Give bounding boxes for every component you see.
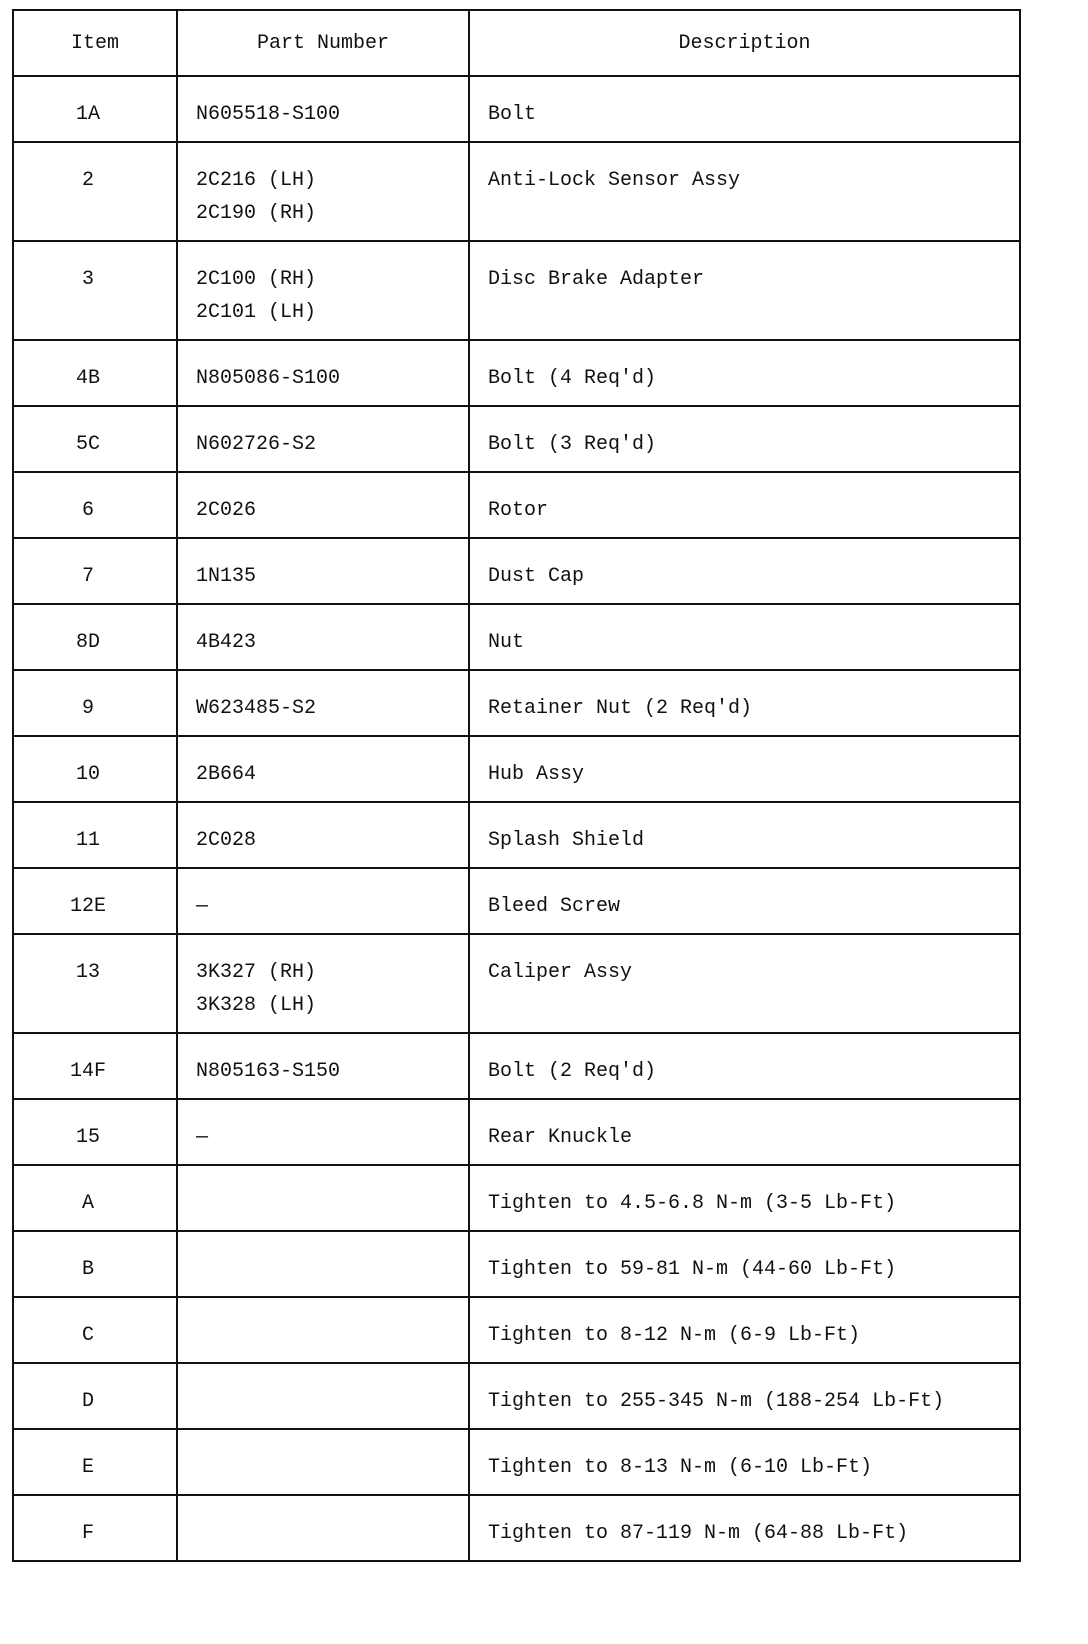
table-row bbox=[13, 340, 1020, 406]
description-cell bbox=[469, 241, 1020, 340]
description-cell bbox=[469, 1495, 1020, 1561]
table-row bbox=[13, 1495, 1020, 1561]
description-cell bbox=[469, 76, 1020, 142]
part-number-cell-text bbox=[178, 1232, 468, 1253]
table-row bbox=[13, 1231, 1020, 1297]
part-number-cell-text: N602726-S2 bbox=[196, 433, 317, 456]
item-cell-text: 8D bbox=[75, 631, 100, 654]
description-cell bbox=[469, 1363, 1020, 1429]
description-cell bbox=[469, 142, 1020, 241]
description-cell-text: Tighten to 8-12 N-m (6-9 Lb-Ft) bbox=[488, 1324, 861, 1347]
item-cell bbox=[13, 76, 177, 142]
description-cell-text: Splash Shield bbox=[488, 829, 645, 852]
part-number-cell bbox=[177, 538, 469, 604]
item-cell-text: 10 bbox=[75, 763, 100, 786]
item-cell bbox=[13, 142, 177, 241]
description-cell-text: Bleed Screw bbox=[488, 895, 621, 918]
description-cell-text: Tighten to 4.5-6.8 N-m (3-5 Lb-Ft) bbox=[488, 1192, 897, 1215]
item-cell bbox=[13, 538, 177, 604]
table-row bbox=[13, 1033, 1020, 1099]
item-cell bbox=[13, 736, 177, 802]
item-cell bbox=[13, 802, 177, 868]
part-number-cell-text: 2C100 (RH) 2C101 (LH) bbox=[196, 268, 317, 324]
part-number-cell bbox=[177, 241, 469, 340]
table-row bbox=[13, 1363, 1020, 1429]
item-cell bbox=[13, 868, 177, 934]
table-row bbox=[13, 1165, 1020, 1231]
description-cell bbox=[469, 1429, 1020, 1495]
description-cell bbox=[469, 1297, 1020, 1363]
part-number-cell-text bbox=[178, 1430, 468, 1451]
part-number-cell bbox=[177, 604, 469, 670]
item-cell-text: 1A bbox=[75, 103, 100, 126]
table-row bbox=[13, 538, 1020, 604]
part-number-cell bbox=[177, 472, 469, 538]
description-cell-text: Nut bbox=[488, 631, 525, 654]
table-row bbox=[13, 1297, 1020, 1363]
table-row bbox=[13, 1099, 1020, 1165]
description-cell bbox=[469, 934, 1020, 1033]
description-cell-text: Rotor bbox=[488, 499, 549, 522]
item-cell bbox=[13, 406, 177, 472]
part-number-cell-text: 1N135 bbox=[196, 565, 257, 588]
part-number-cell-text: N605518-S100 bbox=[196, 103, 341, 126]
item-cell-text: C bbox=[81, 1324, 94, 1347]
part-number-cell bbox=[177, 934, 469, 1033]
table-row bbox=[13, 1429, 1020, 1495]
description-cell-text: Bolt bbox=[488, 103, 537, 126]
table-row bbox=[13, 76, 1020, 142]
item-cell-text: 13 bbox=[75, 961, 100, 984]
part-number-cell-text: 4B423 bbox=[196, 631, 257, 654]
item-cell bbox=[13, 1165, 177, 1231]
part-number-cell bbox=[177, 802, 469, 868]
description-cell bbox=[469, 868, 1020, 934]
item-cell bbox=[13, 604, 177, 670]
description-cell bbox=[469, 1033, 1020, 1099]
part-number-cell-text: 2C026 bbox=[196, 499, 257, 522]
part-number-cell bbox=[177, 1165, 469, 1231]
item-cell-text: 6 bbox=[81, 499, 94, 522]
table-row bbox=[13, 934, 1020, 1033]
part-number-cell bbox=[177, 406, 469, 472]
description-cell bbox=[469, 538, 1020, 604]
item-cell-text: 9 bbox=[81, 697, 94, 720]
table-row bbox=[13, 670, 1020, 736]
item-cell-text: E bbox=[81, 1456, 94, 1479]
table-row bbox=[13, 604, 1020, 670]
description-cell bbox=[469, 670, 1020, 736]
part-number-cell bbox=[177, 1297, 469, 1363]
part-number-cell-text bbox=[178, 1166, 468, 1187]
description-cell bbox=[469, 604, 1020, 670]
part-number-cell bbox=[177, 1429, 469, 1495]
description-cell-text: Bolt (3 Req'd) bbox=[488, 433, 657, 456]
item-cell bbox=[13, 670, 177, 736]
description-cell-text: Rear Knuckle bbox=[488, 1126, 633, 1149]
table-row bbox=[13, 241, 1020, 340]
part-number-cell-text: N805163-S150 bbox=[196, 1060, 341, 1083]
part-number-cell-text bbox=[178, 1496, 468, 1517]
column-header-item: Item bbox=[13, 10, 177, 76]
part-number-cell bbox=[177, 76, 469, 142]
item-cell-text: F bbox=[81, 1522, 94, 1545]
description-cell bbox=[469, 472, 1020, 538]
part-number-cell-text: 3K327 (RH) 3K328 (LH) bbox=[196, 961, 317, 1017]
item-cell bbox=[13, 1297, 177, 1363]
item-cell bbox=[13, 934, 177, 1033]
part-number-cell-text: 2C028 bbox=[196, 829, 257, 852]
column-header-part-number: Part Number bbox=[177, 10, 469, 76]
table-row bbox=[13, 472, 1020, 538]
description-cell-text: Hub Assy bbox=[488, 763, 585, 786]
item-cell bbox=[13, 1099, 177, 1165]
part-number-cell bbox=[177, 340, 469, 406]
item-cell bbox=[13, 1495, 177, 1561]
description-cell bbox=[469, 1099, 1020, 1165]
description-cell-text: Tighten to 255-345 N-m (188-254 Lb-Ft) bbox=[488, 1390, 945, 1413]
part-number-cell-text: — bbox=[196, 1126, 209, 1149]
item-cell-text: 7 bbox=[81, 565, 94, 588]
part-number-cell bbox=[177, 1495, 469, 1561]
part-number-cell bbox=[177, 1033, 469, 1099]
part-number-cell bbox=[177, 142, 469, 241]
parts-table bbox=[12, 9, 1021, 1562]
item-cell-text: 3 bbox=[81, 268, 94, 291]
table-row bbox=[13, 802, 1020, 868]
table-row bbox=[13, 142, 1020, 241]
item-cell-text: A bbox=[81, 1192, 94, 1215]
description-cell bbox=[469, 1165, 1020, 1231]
description-cell-text: Caliper Assy bbox=[488, 961, 633, 984]
table-row bbox=[13, 736, 1020, 802]
description-cell-text: Retainer Nut (2 Req'd) bbox=[488, 697, 753, 720]
part-number-cell-text: N805086-S100 bbox=[196, 367, 341, 390]
item-cell-text: 14F bbox=[69, 1060, 106, 1083]
description-cell-text: Dust Cap bbox=[488, 565, 585, 588]
description-cell-text: Bolt (2 Req'd) bbox=[488, 1060, 657, 1083]
table-body bbox=[13, 76, 1020, 1561]
item-cell-text: 4B bbox=[75, 367, 100, 390]
table-row bbox=[13, 406, 1020, 472]
item-cell-text: 12E bbox=[69, 895, 106, 918]
item-cell bbox=[13, 241, 177, 340]
description-cell-text: Tighten to 59-81 N-m (44-60 Lb-Ft) bbox=[488, 1258, 897, 1281]
description-cell bbox=[469, 406, 1020, 472]
part-number-cell-text: 2B664 bbox=[196, 763, 257, 786]
description-cell bbox=[469, 1231, 1020, 1297]
part-number-cell-text: 2C216 (LH) 2C190 (RH) bbox=[196, 169, 317, 225]
parts-table-sheet bbox=[12, 9, 1021, 1562]
description-cell-text: Tighten to 87-119 N-m (64-88 Lb-Ft) bbox=[488, 1522, 909, 1545]
item-cell bbox=[13, 1363, 177, 1429]
description-cell-text: Bolt (4 Req'd) bbox=[488, 367, 657, 390]
part-number-cell bbox=[177, 1231, 469, 1297]
part-number-cell bbox=[177, 1363, 469, 1429]
item-cell-text: 5C bbox=[75, 433, 100, 456]
item-cell-text: 2 bbox=[81, 169, 94, 192]
description-cell-text: Anti-Lock Sensor Assy bbox=[488, 169, 741, 192]
item-cell bbox=[13, 1033, 177, 1099]
part-number-cell bbox=[177, 670, 469, 736]
item-cell-text: D bbox=[81, 1390, 94, 1413]
part-number-cell bbox=[177, 736, 469, 802]
item-cell bbox=[13, 472, 177, 538]
part-number-cell-text: — bbox=[196, 895, 209, 918]
description-cell bbox=[469, 736, 1020, 802]
description-cell-text: Disc Brake Adapter bbox=[488, 268, 705, 291]
item-cell-text: 15 bbox=[75, 1126, 100, 1149]
item-cell-text: B bbox=[81, 1258, 94, 1281]
part-number-cell-text bbox=[178, 1364, 468, 1385]
part-number-cell bbox=[177, 868, 469, 934]
column-header-description: Description bbox=[469, 10, 1020, 76]
part-number-cell-text: W623485-S2 bbox=[196, 697, 317, 720]
part-number-cell-text bbox=[178, 1298, 468, 1319]
item-cell bbox=[13, 340, 177, 406]
table-row bbox=[13, 868, 1020, 934]
item-cell bbox=[13, 1231, 177, 1297]
description-cell-text: Tighten to 8-13 N-m (6-10 Lb-Ft) bbox=[488, 1456, 873, 1479]
part-number-cell bbox=[177, 1099, 469, 1165]
item-cell-text: 11 bbox=[75, 829, 100, 852]
item-cell bbox=[13, 1429, 177, 1495]
table-header-row bbox=[13, 10, 1020, 76]
description-cell bbox=[469, 802, 1020, 868]
description-cell bbox=[469, 340, 1020, 406]
